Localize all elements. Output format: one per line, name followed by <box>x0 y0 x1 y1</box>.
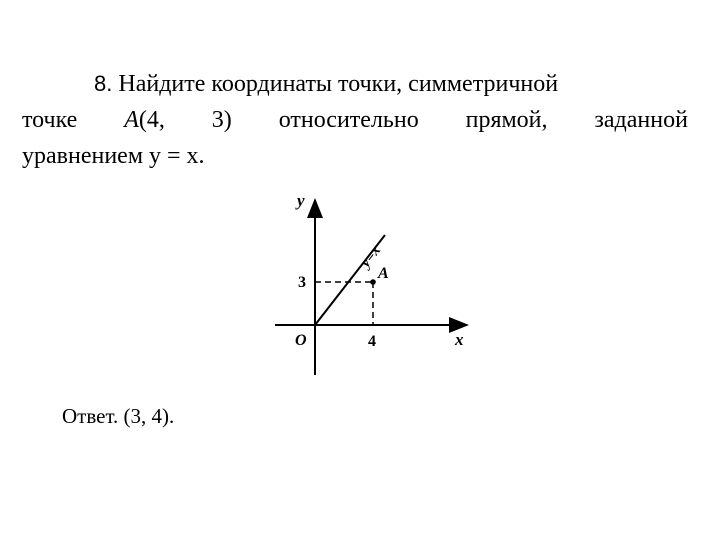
point-a-label: A <box>378 265 389 282</box>
word: 3) <box>211 107 232 133</box>
word: прямой, <box>465 107 548 133</box>
origin-label: O <box>295 332 307 349</box>
point-a <box>370 279 376 285</box>
word: относительно <box>278 107 419 133</box>
problem-line-1 <box>22 66 688 102</box>
problem-line-1-text: Найдите координаты точки, симметричной <box>118 71 559 97</box>
y-tick-label: 3 <box>298 274 306 291</box>
problem-number: 8. <box>94 71 113 96</box>
answer-text: Ответ. (3, 4). <box>62 404 175 428</box>
problem-line-2 <box>22 102 688 138</box>
problem-statement <box>22 66 688 174</box>
problem-line-3: уравнением y = x. <box>22 143 205 169</box>
x-axis-label: x <box>455 330 464 349</box>
y-axis-label: y <box>297 191 305 210</box>
line-label: y=x <box>357 242 385 271</box>
point-a-letter: A <box>124 107 139 133</box>
coordinate-figure <box>270 180 480 380</box>
coordinate-plane <box>270 180 480 380</box>
x-tick-label: 4 <box>368 333 376 350</box>
word: точке <box>22 107 78 133</box>
word: заданной <box>594 107 688 133</box>
point-a-word: A(4, <box>124 107 165 133</box>
